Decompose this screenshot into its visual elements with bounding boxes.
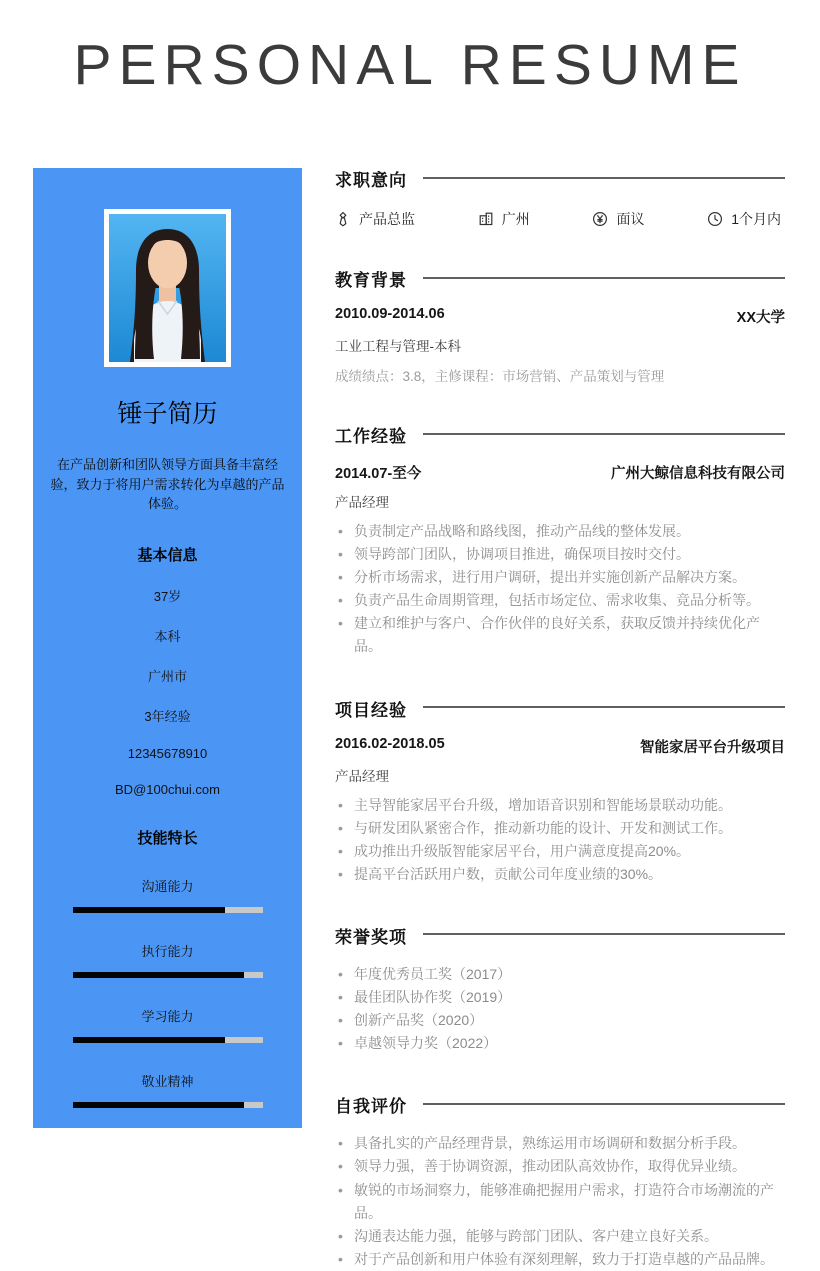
section-divider	[423, 706, 785, 708]
project-bullet: • 提高平台活跃用户数，贡献公司年度业绩的30%。	[335, 863, 785, 886]
education-major: 工业工程与管理-本科	[335, 339, 461, 354]
intent-salary	[592, 209, 644, 229]
section-header	[335, 1092, 785, 1117]
skill-label: 学习能力	[141, 1008, 194, 1024]
section-header	[335, 266, 785, 291]
skill-bar-track	[73, 1037, 263, 1043]
section-divider	[423, 277, 785, 279]
self-eval-bullet-list	[335, 1132, 785, 1271]
building-icon	[478, 211, 494, 227]
tie-icon	[335, 211, 351, 227]
skill-bar-fill	[73, 907, 225, 913]
work-entry-header	[335, 462, 785, 483]
section-title: 求职意向	[335, 171, 407, 190]
work-bullet: • 负责制定产品战略和路线图，推动产品线的整体发展。	[335, 520, 785, 543]
info-phone: 12345678910	[127, 745, 208, 761]
work-bullet: • 领导跨部门团队，协调项目推进，确保项目按时交付。	[335, 543, 785, 566]
basic-info-list	[33, 586, 302, 797]
self-eval-bullet: • 沟通表达能力强，能够与跨部门团队、客户建立良好关系。	[335, 1225, 785, 1248]
section-divider	[423, 933, 785, 935]
skill-bar-fill	[73, 1037, 225, 1043]
skill-bar-track	[73, 907, 263, 913]
section-header	[335, 923, 785, 948]
education-entry-header	[335, 306, 785, 327]
project-bullet: • 与研发团队紧密合作，推动新功能的设计、开发和测试工作。	[335, 817, 785, 840]
skill-bar-track	[73, 1102, 263, 1108]
skill-bar-fill	[73, 972, 244, 978]
section-divider	[423, 433, 785, 435]
section-honors	[335, 923, 785, 1055]
work-bullet: • 建立和维护与客户、合作伙伴的良好关系，获取反馈并持续优化产品。	[335, 612, 785, 658]
intent-salary-label: 面议	[616, 211, 645, 227]
section-title: 自我评价	[335, 1097, 407, 1117]
intent-availability-label: 1个月内	[731, 211, 781, 227]
skills-list	[33, 876, 302, 1108]
self-eval-bullet: • 领导力强，善于协调资源，推动团队高效协作，取得优异业绩。	[335, 1155, 785, 1178]
section-job-intent	[335, 166, 785, 229]
work-bullet-list	[335, 520, 785, 659]
sidebar	[33, 168, 302, 1128]
project-bullet-list	[335, 794, 785, 886]
resume-main	[335, 166, 785, 1271]
skill-bar-fill	[73, 1102, 244, 1108]
info-age: 37岁	[153, 588, 182, 604]
intent-city	[478, 209, 530, 229]
work-bullet: • 分析市场需求，进行用户调研，提出并实施创新产品解决方案。	[335, 566, 785, 589]
intent-position-label: 产品总监	[359, 211, 415, 227]
info-city: 广州市	[147, 668, 187, 684]
skill-item	[33, 941, 302, 978]
project-bullet: • 成功推出升级版智能家居平台，用户满意度提高20%。	[335, 840, 785, 863]
section-title: 项目经验	[335, 700, 407, 720]
honor-bullet: • 创新产品奖（2020）	[335, 1009, 785, 1032]
section-work	[335, 422, 785, 659]
candidate-name: 锤子简历	[117, 400, 218, 428]
skill-label: 敬业精神	[141, 1073, 194, 1089]
self-eval-bullet: • 具备扎实的产品经理背景，熟练运用市场调研和数据分析手段。	[335, 1132, 785, 1155]
work-company: 广州大鲸信息科技有限公司	[611, 466, 785, 482]
clock-icon	[707, 211, 723, 227]
intent-position	[335, 209, 415, 229]
salary-icon	[592, 211, 608, 227]
work-role: 产品经理	[335, 495, 389, 510]
project-entry-header	[335, 736, 785, 757]
section-title: 教育背景	[335, 271, 407, 290]
basic-info-title: 基本信息	[137, 546, 198, 564]
skill-item	[33, 876, 302, 913]
education-period: 2010.09-2014.06	[335, 306, 445, 322]
skill-bar-track	[73, 972, 263, 978]
self-eval-bullet: • 敏锐的市场洞察力，能够准确把握用户需求，打造符合市场潮流的产品。	[335, 1179, 785, 1225]
intent-availability	[707, 209, 781, 229]
project-period: 2016.02-2018.05	[335, 735, 445, 752]
project-name: 智能家居平台升级项目	[640, 739, 785, 756]
education-school: XX大学	[736, 310, 785, 326]
profile-photo	[104, 209, 231, 367]
section-divider	[423, 177, 785, 179]
section-divider	[423, 1103, 785, 1105]
intent-city-label: 广州	[501, 211, 530, 227]
job-intent-row	[335, 209, 785, 229]
work-period: 2014.07-至今	[335, 466, 422, 482]
section-education	[335, 266, 785, 385]
work-bullet: • 负责产品生命周期管理，包括市场定位、需求收集、竞品分析等。	[335, 589, 785, 612]
honor-bullet: • 卓越领导力奖（2022）	[335, 1032, 785, 1055]
skill-item	[33, 1071, 302, 1108]
info-email: BD@100chui.com	[115, 781, 220, 797]
section-project	[335, 696, 785, 886]
project-role: 产品经理	[335, 768, 389, 784]
education-detail: 成绩绩点：3.8，主修课程：市场营销、产品策划与管理	[335, 369, 665, 384]
info-degree: 本科	[154, 628, 181, 644]
section-self-eval	[335, 1092, 785, 1271]
candidate-summary: 在产品创新和团队领导方面具备丰富经验，致力于将用户需求转化为卓越的产品体验。	[50, 457, 285, 511]
project-bullet: • 主导智能家居平台升级，增加语音识别和智能场景联动功能。	[335, 794, 785, 817]
honors-bullet-list	[335, 963, 785, 1055]
section-title: 荣誉奖项	[335, 927, 407, 947]
skill-label: 执行能力	[141, 943, 194, 959]
honor-bullet: • 最佳团队协作奖（2019）	[335, 986, 785, 1009]
skills-title: 技能特长	[137, 829, 198, 847]
skill-item	[33, 1006, 302, 1043]
profile-photo-illustration	[109, 214, 226, 362]
skill-label: 沟通能力	[141, 878, 194, 894]
section-header	[335, 696, 785, 721]
honor-bullet: • 年度优秀员工奖（2017）	[335, 963, 785, 986]
section-title: 工作经验	[335, 427, 407, 446]
section-header	[335, 166, 785, 191]
page-title: PERSONAL RESUME	[73, 33, 747, 97]
self-eval-bullet: • 对于产品创新和用户体验有深刻理解，致力于打造卓越的产品品牌。	[335, 1248, 785, 1271]
section-header	[335, 422, 785, 447]
info-experience: 3年经验	[144, 708, 191, 724]
